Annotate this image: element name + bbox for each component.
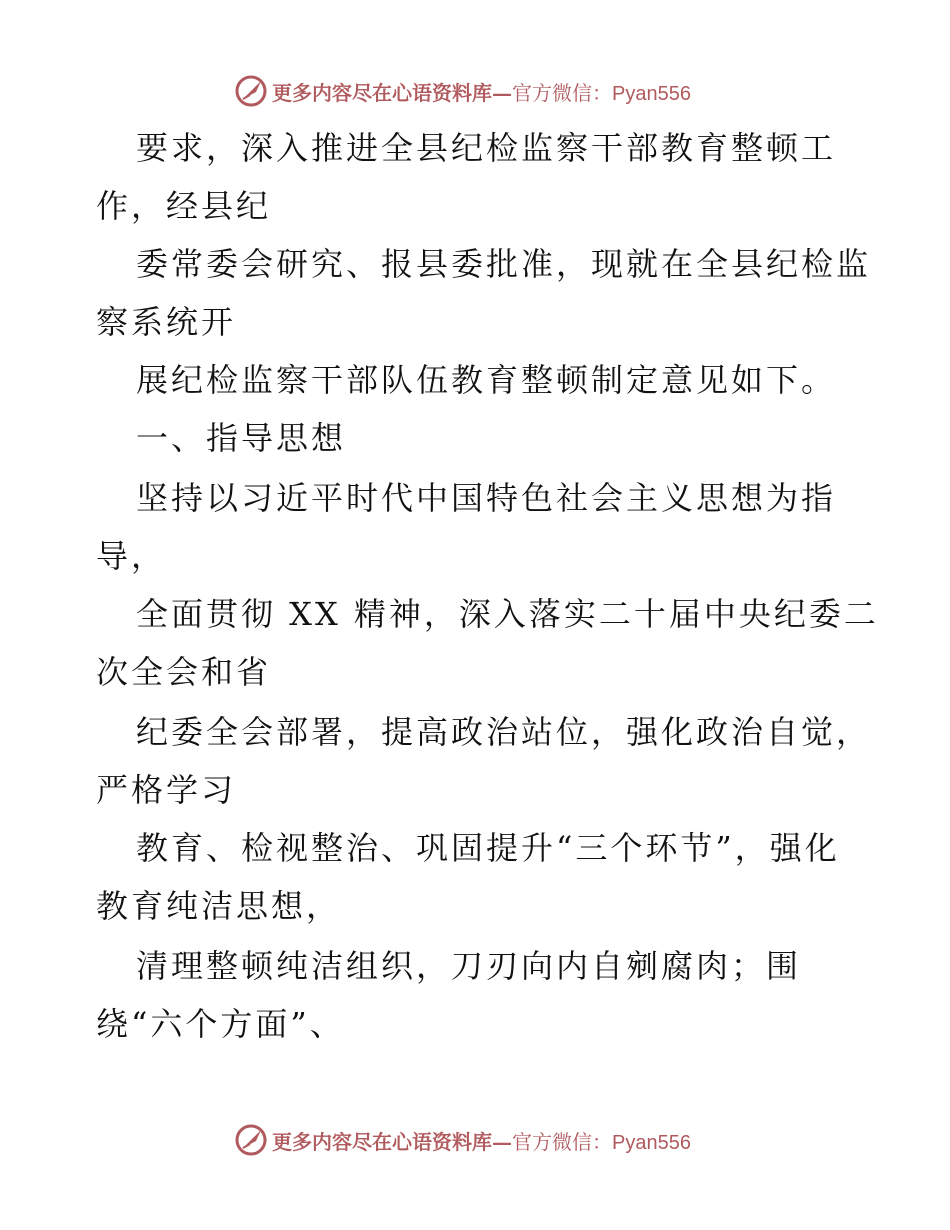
header-banner-wechat: 官方微信：Pyan556 (512, 82, 691, 105)
body-line-5: 展纪检监察干部队伍教育整顿制定意见如下。 (136, 361, 837, 399)
footer-banner-text (272, 1126, 691, 1155)
header-banner-site: 更多内容尽在心语资料库— (272, 80, 512, 105)
quill-logo-icon (234, 1123, 268, 1157)
body-line-1: 要求，深入推进全县纪检监察干部教育整顿工 (136, 129, 837, 167)
footer-banner-site: 更多内容尽在心语资料库— (272, 1129, 512, 1154)
footer-watermark-banner (234, 1120, 734, 1160)
body-line-13: 教育、检视整治、巩固提升“三个环节”，强化 (136, 829, 840, 867)
body-line-7: 坚持以习近平时代中国特色社会主义思想为指 (136, 479, 837, 517)
body-line-15: 清理整顿纯洁组织，刀刃向内自剜腐肉；围 (136, 947, 802, 985)
body-line-3: 委常委会研究、报县委批准，现就在全县纪检监 (136, 245, 872, 283)
footer-banner-wechat: 官方微信：Pyan556 (512, 1131, 691, 1154)
body-line-10: 次全会和省 (96, 653, 272, 691)
body-line-11: 纪委全会部署，提高政治站位，强化政治自觉， (136, 713, 872, 751)
body-line-8: 导， (96, 537, 167, 575)
body-line-14: 教育纯洁思想， (96, 887, 342, 925)
body-line-16: 绕“六个方面”、 (96, 1005, 345, 1043)
body-line-12: 严格学习 (96, 771, 237, 809)
section-heading: 一、指导思想 (136, 419, 347, 457)
body-line-9: 全面贯彻 XX 精神，深入落实二十届中央纪委二 (136, 595, 879, 633)
body-line-2: 作，经县纪 (96, 187, 272, 225)
body-line-4: 察系统开 (96, 303, 237, 341)
